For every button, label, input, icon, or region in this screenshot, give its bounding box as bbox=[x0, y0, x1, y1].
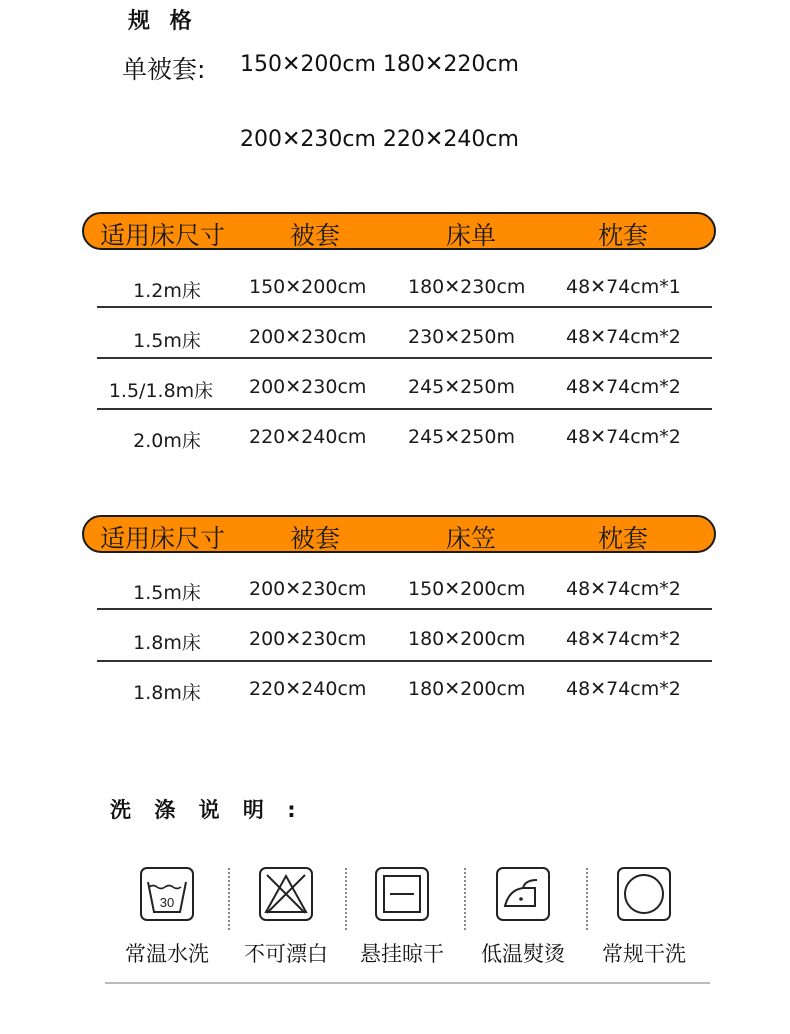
cell-bed-size: 1.5/1.8m床 bbox=[108, 380, 214, 402]
table-row bbox=[97, 566, 712, 612]
dry-clean-icon bbox=[616, 866, 672, 922]
table2-header-bed-size: 适用床尺寸 bbox=[100, 524, 226, 553]
cell-duvet: 220✕240cm bbox=[249, 678, 367, 700]
table-row bbox=[97, 364, 712, 410]
table2-header-band bbox=[82, 515, 716, 553]
spec-title: 规 格 bbox=[128, 9, 198, 34]
table2-header-fitted-sheet: 床笠 bbox=[446, 524, 497, 553]
no-bleach-icon bbox=[258, 866, 314, 922]
row-divider bbox=[97, 306, 712, 308]
washing-title: 洗 涤 说 明 : bbox=[110, 798, 304, 822]
cell-pillowcase: 48✕74cm*2 bbox=[566, 376, 681, 398]
cell-bed-size: 1.8m床 bbox=[133, 632, 201, 654]
row-divider bbox=[97, 608, 712, 610]
care-label-wash: 常温水洗 bbox=[125, 942, 209, 966]
table-row bbox=[97, 314, 712, 360]
row-divider bbox=[97, 408, 712, 410]
cell-bed-size: 1.5m床 bbox=[133, 330, 201, 352]
low-iron-icon bbox=[495, 866, 551, 922]
table1-header-pillowcase: 枕套 bbox=[598, 221, 649, 250]
care-item bbox=[107, 866, 227, 968]
care-label-dry-clean: 常规干洗 bbox=[602, 942, 686, 966]
cell-fitted-sheet: 180✕200cm bbox=[408, 628, 526, 650]
care-item bbox=[342, 866, 462, 968]
spec-sizes-line-1: 150✕200cm 180✕220cm bbox=[240, 52, 519, 77]
cell-duvet: 200✕230cm bbox=[249, 326, 367, 348]
wash-30-icon bbox=[139, 866, 195, 922]
table2-header-pillowcase: 枕套 bbox=[598, 524, 649, 553]
cell-duvet: 220✕240cm bbox=[249, 426, 367, 448]
care-item bbox=[226, 866, 346, 968]
care-item bbox=[584, 866, 704, 968]
cell-duvet: 200✕230cm bbox=[249, 376, 367, 398]
table-row bbox=[97, 616, 712, 662]
care-label-no-bleach: 不可漂白 bbox=[244, 942, 328, 966]
spec-label: 单被套: bbox=[122, 55, 206, 84]
cell-bed-size: 1.5m床 bbox=[133, 582, 201, 604]
cell-sheet: 245✕250m bbox=[408, 376, 515, 398]
care-item bbox=[463, 866, 583, 968]
cell-fitted-sheet: 180✕200cm bbox=[408, 678, 526, 700]
cell-pillowcase: 48✕74cm*2 bbox=[566, 678, 681, 700]
cell-pillowcase: 48✕74cm*2 bbox=[566, 426, 681, 448]
table-row bbox=[97, 414, 712, 460]
cell-duvet: 200✕230cm bbox=[249, 578, 367, 600]
cell-pillowcase: 48✕74cm*1 bbox=[566, 276, 681, 298]
care-label-hang-dry: 悬挂晾干 bbox=[360, 942, 444, 966]
table-row bbox=[97, 264, 712, 310]
table1-header-duvet: 被套 bbox=[290, 221, 341, 250]
table2-header-duvet: 被套 bbox=[290, 524, 341, 553]
cell-sheet: 245✕250m bbox=[408, 426, 515, 448]
table1-header-bed-size: 适用床尺寸 bbox=[100, 221, 226, 250]
cell-pillowcase: 48✕74cm*2 bbox=[566, 326, 681, 348]
spec-sizes-line-2: 200✕230cm 220✕240cm bbox=[240, 127, 519, 152]
svg-text:30: 30 bbox=[159, 895, 175, 910]
row-divider bbox=[97, 660, 712, 662]
bottom-divider bbox=[105, 982, 710, 984]
table-row bbox=[97, 666, 712, 712]
cell-duvet: 150✕200cm bbox=[249, 276, 367, 298]
row-divider bbox=[97, 357, 712, 359]
cell-bed-size: 1.2m床 bbox=[133, 280, 201, 302]
cell-sheet: 180✕230cm bbox=[408, 276, 526, 298]
cell-bed-size: 1.8m床 bbox=[133, 682, 201, 704]
cell-sheet: 230✕250m bbox=[408, 326, 515, 348]
cell-pillowcase: 48✕74cm*2 bbox=[566, 578, 681, 600]
cell-fitted-sheet: 150✕200cm bbox=[408, 578, 526, 600]
hang-dry-icon bbox=[374, 866, 430, 922]
care-label-low-iron: 低温熨烫 bbox=[481, 942, 565, 966]
cell-bed-size: 2.0m床 bbox=[133, 430, 201, 452]
cell-duvet: 200✕230cm bbox=[249, 628, 367, 650]
cell-pillowcase: 48✕74cm*2 bbox=[566, 628, 681, 650]
table1-header-sheet: 床单 bbox=[446, 221, 497, 250]
table1-header-band bbox=[82, 212, 716, 250]
